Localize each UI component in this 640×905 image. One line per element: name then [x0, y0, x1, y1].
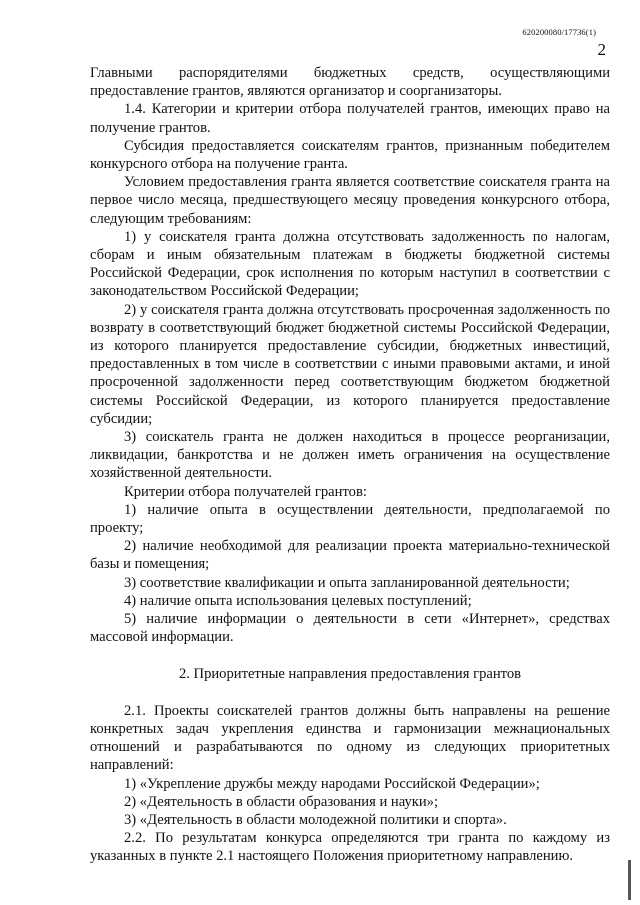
paragraph-condition: Условием предоставления гранта является соответствие соискателя гранта на первое число месяца, предшествующего месяцу проведения конкурсного отбора, следующим требованиям: [90, 174, 610, 227]
paragraph-2-2: 2.2. По результатам конкурса определяются три гранта по каждому из указанных в пункте 2.1 настоящего Положения приоритетному направлению. [90, 830, 610, 865]
paragraph-2-1: 2.1. Проекты соискателей грантов должны быть направлены на решение конкретных задач укрепления единства и гармонизации межнациональных отношений и разрабатываются по одному из следующих приоритетных направлений: [90, 702, 610, 774]
paragraph-1-4-heading: 1.4. Категории и критерии отбора получателей грантов, имеющих право на получение грантов. [90, 101, 610, 136]
criteria-heading: Критерии отбора получателей грантов: [124, 483, 367, 500]
scan-edge-mark [628, 860, 631, 900]
requirement-item-2: 2) у соискателя гранта должна отсутствовать просроченная задолженность по возврату в соответствующий бюджет бюджетной системы Российской Федерации, из которого планируется предоставление субсидии, бюджетных инвестиций, предоставленных в том числе в соответствии с иными правовыми актами, и иной просроченной задолженности перед соответствующим бюджетом бюджетной системы Российской Федерации, из которого планируется предоставление субсидии; [90, 301, 610, 427]
page-number: 2 [597, 40, 606, 59]
requirement-item-3: 3) соискатель гранта не должен находиться в процессе реорганизации, ликвидации, банкротства и не должен иметь ограничения на осуществление хозяйственной деятельности. [90, 429, 610, 482]
criteria-item-3: 3) соответствие квалификации и опыта запланированной деятельности; [124, 574, 570, 591]
criteria-item-5: 5) наличие информации о деятельности в сети «Интернет», средствах массовой информации. [90, 611, 610, 646]
direction-item-3: 3) «Деятельность в области молодежной политики и спорта». [124, 811, 507, 828]
criteria-item-2: 2) наличие необходимой для реализации проекта материально-технической базы и помещения; [90, 538, 610, 573]
requirement-item-1: 1) у соискателя гранта должна отсутствовать задолженность по налогам, сборам и иным обязательным платежам в бюджеты бюджетной системы Российской Федерации, срок исполнения по которым наступил в соответствии с законодательством Российской Федерации; [90, 228, 610, 300]
criteria-item-1: 1) наличие опыта в осуществлении деятельности, предполагаемой по проекту; [90, 501, 610, 537]
direction-item-2: 2) «Деятельность в области образования и науки»; [124, 793, 439, 810]
section-2-heading: 2. Приоритетные направления предоставления грантов [178, 665, 522, 682]
criteria-item-4: 4) наличие опыта использования целевых поступлений; [124, 592, 472, 609]
paragraph-subsidy: Субсидия предоставляется соискателям грантов, признанным победителем конкурсного отбора на получение гранта. [90, 137, 610, 173]
paragraph-distributors: Главными распорядителями бюджетных средств, осуществляющими предоставление грантов, являются организатор и соорганизаторы. [90, 65, 610, 100]
direction-item-1: 1) «Укрепление дружбы между народами Российской Федерации»; [124, 775, 540, 792]
document-body [90, 64, 610, 866]
document-id: 620200080/17736(1) [522, 27, 596, 37]
